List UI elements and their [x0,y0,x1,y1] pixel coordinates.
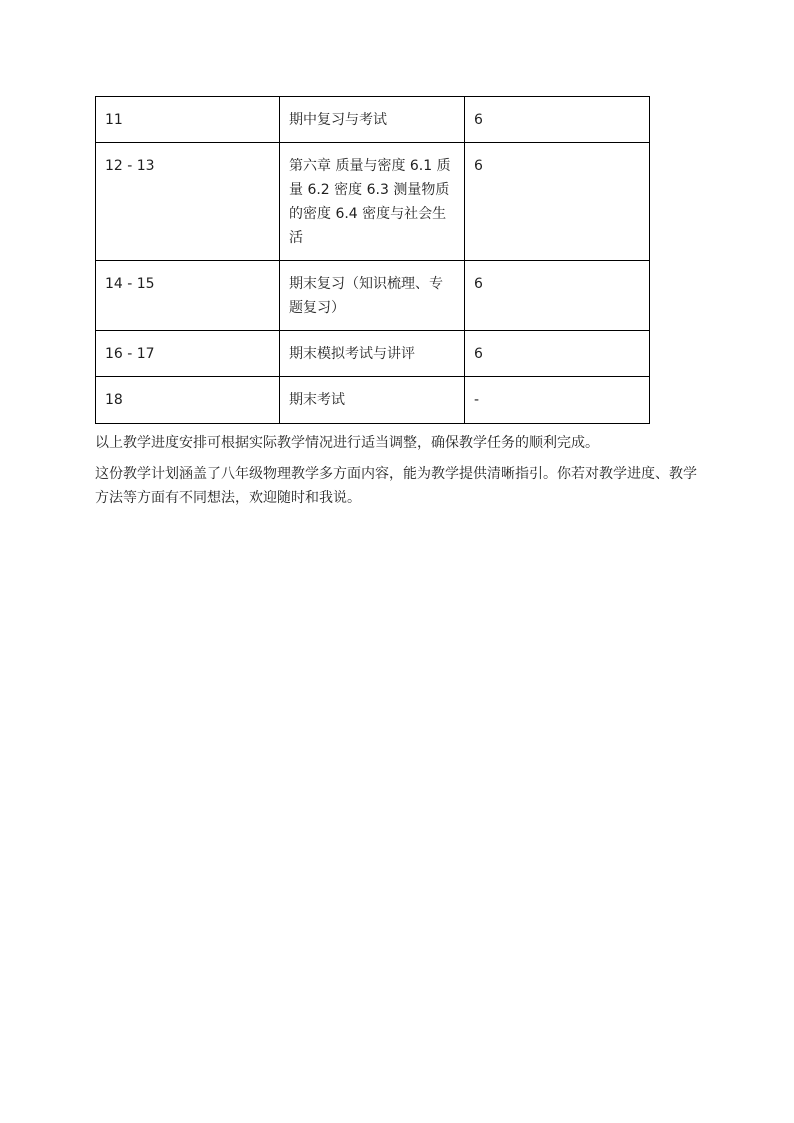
week-cell: 12 - 13 [96,143,280,261]
closing-paragraph: 这份教学计划涵盖了八年级物理教学多方面内容，能为教学提供清晰指引。你若对教学进度、教学方法等方面有不同想法，欢迎随时和我说。 [95,466,697,506]
content-cell: 第六章 质量与密度 6.1 质量 6.2 密度 6.3 测量物质的密度 6.4 密度与社会生活 [280,143,465,261]
teaching-schedule-table [95,96,650,424]
table-row [96,261,650,331]
table-row [96,377,650,424]
content-cell: 期末模拟考试与讲评 [280,331,465,377]
week-cell: 18 [96,377,280,424]
hours-cell: 6 [465,143,650,261]
content-cell: 期末复习（知识梳理、专题复习） [280,261,465,331]
hours-cell: - [465,377,650,424]
content-cell: 期中复习与考试 [280,97,465,143]
week-cell: 14 - 15 [96,261,280,331]
week-cell: 16 - 17 [96,331,280,377]
week-cell: 11 [96,97,280,143]
hours-cell: 6 [465,97,650,143]
table-row [96,331,650,377]
hours-cell: 6 [465,261,650,331]
table-row [96,97,650,143]
content-cell: 期末考试 [280,377,465,424]
adjustment-note: 以上教学进度安排可根据实际教学情况进行适当调整，确保教学任务的顺利完成。 [95,435,599,451]
hours-cell: 6 [465,331,650,377]
table-row [96,143,650,261]
